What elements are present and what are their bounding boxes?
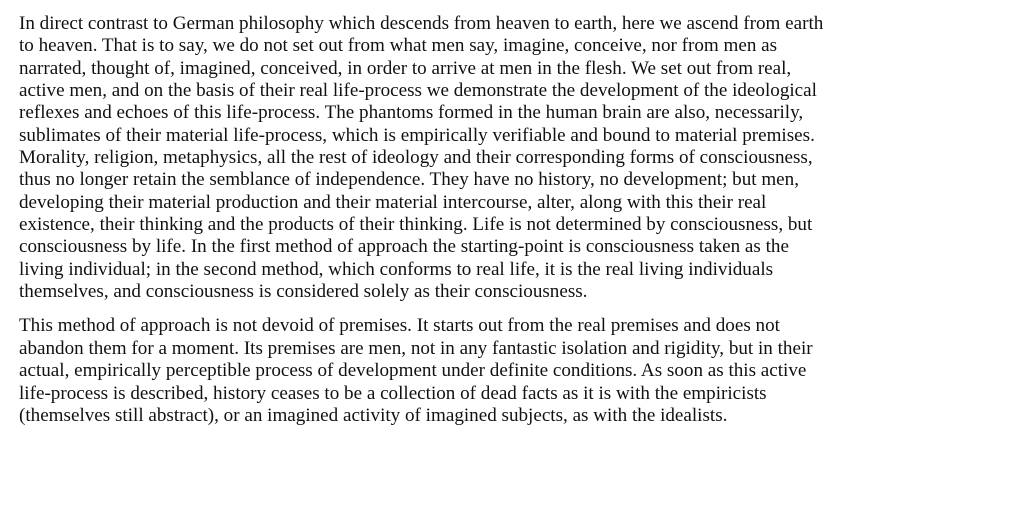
text-line: to heaven. That is to say, we do not set out from what men say, imagine, conceive, nor from men as: [19, 35, 778, 57]
text-line: sublimates of their material life-process, which is empirically verifiable and bound to material premises.: [19, 124, 815, 146]
text-line: thus no longer retain the semblance of independence. They have no history, no development; but men,: [19, 169, 799, 191]
text-line: narrated, thought of, imagined, conceived, in order to arrive at men in the flesh. We set out from real,: [19, 57, 792, 79]
text-line: This method of approach is not devoid of premises. It starts out from the real premises and does not: [19, 315, 780, 337]
text-line: existence, their thinking and the products of their thinking. Life is not determined by consciousness, but: [19, 214, 813, 236]
text-line: consciousness by life. In the first method of approach the starting-point is consciousness taken as the: [19, 236, 789, 258]
text-line: developing their material production and their material intercourse, alter, along with this their real: [19, 191, 767, 213]
text-line: living individual; in the second method, which conforms to real life, it is the real living individuals: [19, 258, 774, 280]
text-line: actual, empirically perceptible process of development under definite conditions. As soon as this active: [19, 360, 807, 382]
paragraph-second: [19, 315, 1010, 427]
text-line: active men, and on the basis of their real life-process we demonstrate the development of the ideological: [19, 80, 817, 102]
text-line: life-process is described, history ceases to be a collection of dead facts as it is with the empiricists: [19, 382, 767, 404]
paragraph-first: [19, 13, 1010, 303]
text-line: reflexes and echoes of this life-process. The phantoms formed in the human brain are also, necessarily,: [19, 102, 804, 124]
text-line: In direct contrast to German philosophy which descends from heaven to earth, here we ascend from earth: [19, 13, 824, 34]
text-line: abandon them for a moment. Its premises are men, not in any fantastic isolation and rigidity, but in their: [19, 337, 813, 359]
text-line: themselves, and consciousness is considered solely as their consciousness.: [19, 281, 588, 303]
text-line: (themselves still abstract), or an imagined activity of imagined subjects, as with the idealists.: [19, 404, 728, 426]
text-line: Morality, religion, metaphysics, all the rest of ideology and their corresponding forms of consciousness,: [19, 147, 813, 169]
